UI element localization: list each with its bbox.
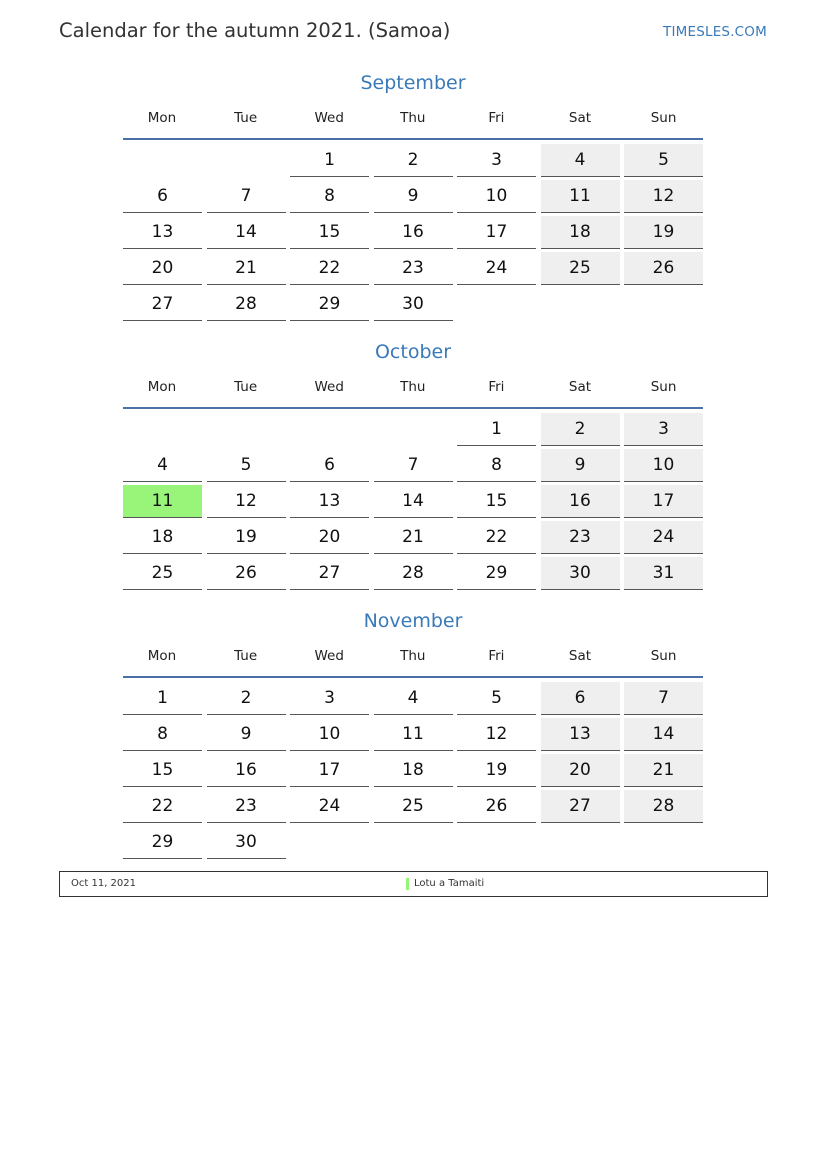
weekday-label: Sun [650, 110, 677, 126]
weekday-header [123, 98, 703, 140]
week-row [123, 754, 703, 790]
weekday-label: Sun [650, 648, 677, 664]
empty-day-cell [457, 288, 536, 321]
week-row [123, 790, 703, 826]
day-cell[interactable]: 1 [290, 144, 369, 177]
weekday-label: Wed [314, 379, 344, 395]
weekday-label: Tue [234, 648, 258, 664]
weekday-label: Mon [147, 648, 177, 664]
day-cell[interactable]: 28 [207, 288, 286, 321]
day-cell[interactable]: 19 [624, 216, 703, 249]
day-cell[interactable]: 2 [207, 682, 286, 715]
day-cell[interactable]: 17 [457, 216, 536, 249]
month-title: September [360, 72, 466, 94]
day-cell[interactable]: 3 [290, 682, 369, 715]
weekday-label: Mon [147, 379, 177, 395]
week-row [123, 144, 703, 180]
month-september [123, 68, 703, 324]
empty-day-cell [123, 144, 202, 177]
weekday-label: Tue [234, 110, 258, 126]
weekday-label: Thu [400, 110, 426, 126]
day-cell[interactable]: 12 [207, 485, 286, 518]
day-cell[interactable]: 8 [457, 449, 536, 482]
weekday-label: Thu [400, 648, 426, 664]
week-row [123, 252, 703, 288]
day-cell[interactable]: 26 [207, 557, 286, 590]
empty-day-cell [207, 413, 286, 446]
day-cell[interactable]: 7 [374, 449, 453, 482]
day-cell[interactable]: 27 [123, 288, 202, 321]
day-cell[interactable]: 22 [123, 790, 202, 823]
day-cell[interactable]: 30 [374, 288, 453, 321]
holiday-day-cell[interactable]: 11 [123, 485, 202, 518]
day-cell[interactable]: 11 [374, 718, 453, 751]
day-cell[interactable]: 21 [374, 521, 453, 554]
day-cell[interactable]: 14 [624, 718, 703, 751]
day-cell[interactable]: 10 [290, 718, 369, 751]
day-cell[interactable]: 10 [624, 449, 703, 482]
day-cell[interactable]: 3 [624, 413, 703, 446]
weekday-label: Wed [314, 648, 344, 664]
week-row [123, 288, 703, 324]
day-cell[interactable]: 29 [123, 826, 202, 859]
day-cell[interactable]: 6 [290, 449, 369, 482]
site-link[interactable]: TIMESLES.COM [663, 24, 767, 40]
day-cell[interactable]: 26 [457, 790, 536, 823]
day-cell[interactable]: 12 [624, 180, 703, 213]
day-cell[interactable]: 5 [207, 449, 286, 482]
weekday-label: Sun [650, 379, 677, 395]
day-cell[interactable]: 29 [290, 288, 369, 321]
week-row [123, 682, 703, 718]
legend-color-swatch [406, 878, 409, 890]
day-cell[interactable]: 1 [123, 682, 202, 715]
day-cell[interactable]: 4 [123, 449, 202, 482]
weekday-label: Fri [488, 648, 505, 664]
week-row [123, 557, 703, 593]
day-cell[interactable]: 17 [290, 754, 369, 787]
day-cell[interactable]: 19 [207, 521, 286, 554]
day-cell[interactable]: 2 [374, 144, 453, 177]
day-cell[interactable]: 8 [290, 180, 369, 213]
weekday-label: Sat [568, 379, 592, 395]
day-cell[interactable]: 1 [457, 413, 536, 446]
day-cell[interactable]: 11 [541, 180, 620, 213]
week-row [123, 718, 703, 754]
week-row [123, 180, 703, 216]
day-cell[interactable]: 9 [207, 718, 286, 751]
weekday-label: Fri [488, 379, 505, 395]
day-cell[interactable]: 20 [123, 252, 202, 285]
day-cell[interactable]: 5 [624, 144, 703, 177]
day-cell[interactable]: 5 [457, 682, 536, 715]
weekday-label: Sat [568, 648, 592, 664]
day-cell[interactable]: 25 [374, 790, 453, 823]
day-cell[interactable]: 9 [374, 180, 453, 213]
day-cell[interactable]: 8 [123, 718, 202, 751]
day-cell[interactable]: 27 [541, 790, 620, 823]
legend-holiday-name: Lotu a Tamaiti [414, 878, 485, 889]
empty-day-cell [457, 826, 536, 859]
day-cell[interactable]: 3 [457, 144, 536, 177]
day-cell[interactable]: 27 [290, 557, 369, 590]
day-cell[interactable]: 24 [290, 790, 369, 823]
week-row [123, 521, 703, 557]
day-cell[interactable]: 28 [374, 557, 453, 590]
day-cell[interactable]: 26 [624, 252, 703, 285]
week-row [123, 826, 703, 862]
day-cell[interactable]: 21 [624, 754, 703, 787]
day-cell[interactable]: 17 [624, 485, 703, 518]
week-row [123, 485, 703, 521]
week-row [123, 449, 703, 485]
day-cell[interactable]: 21 [207, 252, 286, 285]
day-cell[interactable]: 16 [374, 216, 453, 249]
month-title: November [363, 610, 463, 632]
holiday-legend [59, 871, 768, 897]
day-cell[interactable]: 25 [541, 252, 620, 285]
month-november [123, 606, 703, 862]
day-cell[interactable]: 15 [290, 216, 369, 249]
legend-date: Oct 11, 2021 [71, 878, 136, 889]
weekday-label: Sat [568, 110, 592, 126]
day-cell[interactable]: 4 [541, 144, 620, 177]
day-cell[interactable]: 31 [624, 557, 703, 590]
day-cell[interactable]: 7 [207, 180, 286, 213]
weekday-header [123, 636, 703, 678]
weekday-header [123, 367, 703, 409]
day-cell[interactable]: 14 [374, 485, 453, 518]
day-cell[interactable]: 13 [123, 216, 202, 249]
day-cell[interactable]: 4 [374, 682, 453, 715]
month-title: October [374, 341, 452, 363]
day-cell[interactable]: 7 [624, 682, 703, 715]
page-title: Calendar for the autumn 2021. (Samoa) [59, 19, 451, 42]
empty-day-cell [624, 826, 703, 859]
weekday-label: Wed [314, 110, 344, 126]
day-cell[interactable]: 6 [123, 180, 202, 213]
day-cell[interactable]: 20 [290, 521, 369, 554]
day-cell[interactable]: 13 [290, 485, 369, 518]
day-cell[interactable]: 15 [123, 754, 202, 787]
week-row [123, 216, 703, 252]
weekday-label: Fri [488, 110, 505, 126]
empty-day-cell [541, 288, 620, 321]
day-cell[interactable]: 20 [541, 754, 620, 787]
day-cell[interactable]: 6 [541, 682, 620, 715]
day-cell[interactable]: 14 [207, 216, 286, 249]
weekday-label: Mon [147, 110, 177, 126]
empty-day-cell [290, 826, 369, 859]
empty-day-cell [374, 826, 453, 859]
empty-day-cell [207, 144, 286, 177]
day-cell[interactable]: 15 [457, 485, 536, 518]
day-cell[interactable]: 9 [541, 449, 620, 482]
week-row [123, 413, 703, 449]
empty-day-cell [624, 288, 703, 321]
day-cell[interactable]: 25 [123, 557, 202, 590]
empty-day-cell [123, 413, 202, 446]
weekday-label: Thu [400, 379, 426, 395]
day-cell[interactable]: 19 [457, 754, 536, 787]
day-cell[interactable]: 22 [290, 252, 369, 285]
day-cell[interactable]: 16 [207, 754, 286, 787]
day-cell[interactable]: 13 [541, 718, 620, 751]
day-cell[interactable]: 18 [123, 521, 202, 554]
day-cell[interactable]: 23 [374, 252, 453, 285]
day-cell[interactable]: 16 [541, 485, 620, 518]
day-cell[interactable]: 22 [457, 521, 536, 554]
day-cell[interactable]: 18 [541, 216, 620, 249]
day-cell[interactable]: 12 [457, 718, 536, 751]
day-cell[interactable]: 10 [457, 180, 536, 213]
day-cell[interactable]: 18 [374, 754, 453, 787]
day-cell[interactable]: 2 [541, 413, 620, 446]
day-cell[interactable]: 30 [207, 826, 286, 859]
weekday-label: Tue [234, 379, 258, 395]
day-cell[interactable]: 30 [541, 557, 620, 590]
empty-day-cell [290, 413, 369, 446]
day-cell[interactable]: 28 [624, 790, 703, 823]
day-cell[interactable]: 23 [207, 790, 286, 823]
day-cell[interactable]: 24 [457, 252, 536, 285]
empty-day-cell [541, 826, 620, 859]
empty-day-cell [374, 413, 453, 446]
day-cell[interactable]: 29 [457, 557, 536, 590]
day-cell[interactable]: 23 [541, 521, 620, 554]
day-cell[interactable]: 24 [624, 521, 703, 554]
month-october [123, 337, 703, 593]
